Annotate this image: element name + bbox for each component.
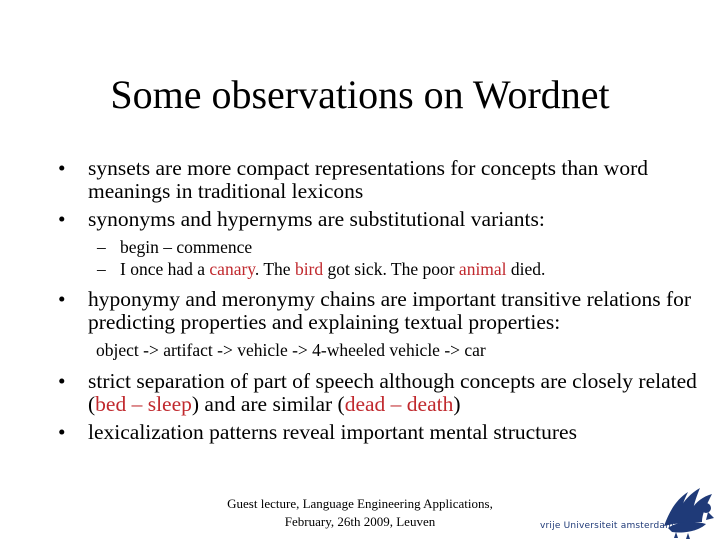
sub-text-part: got sick. The poor: [323, 259, 459, 279]
dash: –: [97, 259, 106, 279]
bullet-item: [58, 370, 708, 416]
slide-footer: [200, 495, 520, 531]
sub-item: [58, 236, 708, 258]
bullet-dot: •: [58, 369, 66, 393]
highlight-word: animal: [458, 259, 507, 279]
bullet-dot: •: [58, 420, 66, 444]
bullet-text-part: ): [453, 392, 461, 416]
sub-list: [58, 236, 708, 280]
bullet-text-part: ) and are similar (: [191, 392, 345, 416]
sub-item: [58, 258, 708, 280]
sub-text-part: I once had a: [120, 259, 210, 279]
highlight-phrase: dead – death: [344, 392, 454, 416]
highlight-word: canary: [209, 259, 255, 279]
bullet-item: [58, 208, 708, 231]
highlight-phrase: bed – sleep: [95, 392, 192, 416]
university-logo: [536, 478, 718, 540]
sub-text-part: . The: [254, 259, 295, 279]
bullet-text-part: strict separation of part of speech although concepts are closely related (: [88, 369, 697, 416]
sub-text-part: died.: [506, 259, 546, 279]
bullet-text: lexicalization patterns reveal important mental structures: [88, 420, 577, 444]
highlight-word: bird: [294, 259, 324, 279]
footer-line: February, 26th 2009, Leuven: [284, 514, 436, 529]
bullet-item: [58, 421, 708, 444]
bullet-item: [58, 157, 708, 203]
bullet-text: synsets are more compact representations for concepts than word meanings in traditional lexicons: [88, 156, 648, 203]
slide-title: Some observations on Wordnet: [110, 72, 610, 117]
slide-body: [58, 157, 708, 449]
bullet-dot: •: [58, 207, 66, 231]
logo-wordmark: vrije Universiteit amsterdam: [540, 521, 675, 531]
dash: –: [97, 237, 106, 257]
chain-example: object -> artifact -> vehicle -> 4-wheeled vehicle -> car: [96, 340, 486, 360]
bullet-dot: •: [58, 287, 66, 311]
sub-text: begin – commence: [120, 237, 253, 257]
bullet-text: synonyms and hypernyms are substitutional variants:: [88, 207, 545, 231]
bullet-item: [58, 288, 708, 334]
bullet-text: hyponymy and meronymy chains are important transitive relations for predicting properties and explaining textual properties:: [88, 287, 692, 334]
footer-line: Guest lecture, Language Engineering Applications,: [227, 496, 493, 511]
bullet-dot: •: [58, 156, 66, 180]
